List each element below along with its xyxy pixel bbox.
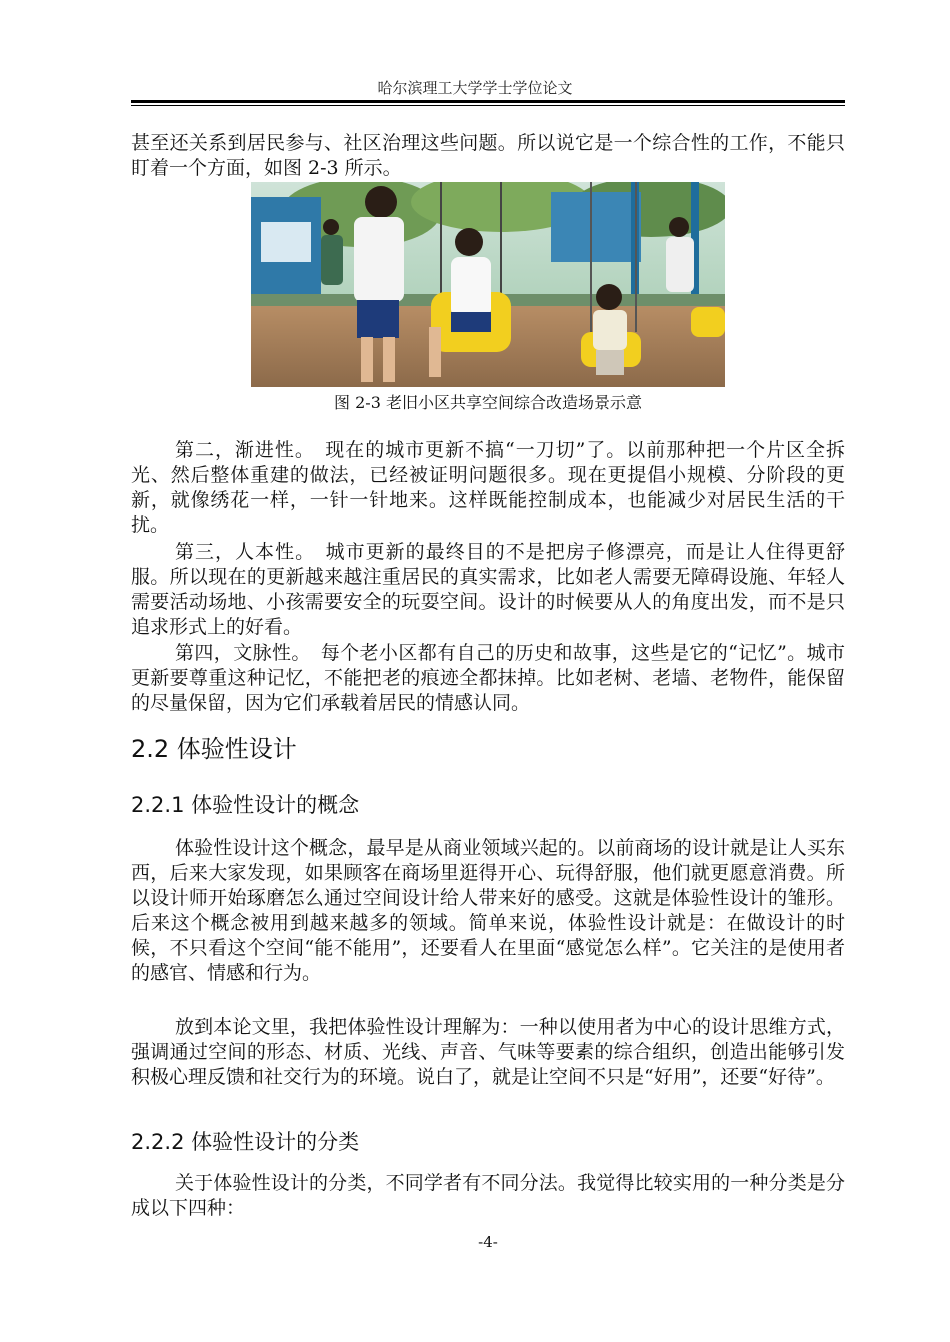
playground-photo-illustration: [251, 182, 725, 387]
section-heading-2-2: 2.2 体验性设计: [131, 735, 297, 763]
paragraph-understanding: 放到本论文里，我把体验性设计理解为：一种以使用者为中心的设计思维方式，强调通过空间的形态、材质、光线、声音、气味等要素的综合组织，创造出能够引发积极心理反馈和社交行为的环境。说白了，就是让空间不只是“好用”，还要“好待”。: [131, 1016, 845, 1088]
paragraph-concept: 体验性设计这个概念，最早是从商业领域兴起的。以前商场的设计就是让人买东西，后来大家发现，如果顾客在商场里逛得开心、玩得舒服，他们就更愿意消费。所以设计师开始琢磨怎么通过空间设计给人带来好的感受。这就是体验性设计的雏形。后来这个概念被用到越来越多的领域。简单来说，体验性设计就是：在做设计的时候，不只看这个空间“能不能用”，还要看人在里面“感觉怎么样”。它关注的是使用者的感官、情感和行为。: [131, 837, 845, 984]
page-number: -4-: [478, 1233, 498, 1251]
figure-caption: 图 2-3 老旧小区共享空间综合改造场景示意: [334, 393, 642, 412]
running-header: 哈尔滨理工大学学士学位论文: [377, 79, 573, 97]
paragraph-human-centered: 第三，人本性。 城市更新的最终目的不是把房子修漂亮，而是让人住得更舒服。所以现在的更新越来越注重居民的真实需求，比如老人需要无障碍设施、年轻人需要活动场地、小孩需要安全的玩耍空间。设计的时候要从人的角度出发，而不是只追求形式上的好看。: [131, 541, 845, 638]
paragraph-classification: 关于体验性设计的分类，不同学者有不同分法。我觉得比较实用的一种分类是分成以下四种：: [131, 1172, 845, 1219]
header-rule-thick: [131, 100, 845, 103]
header-rule-thin: [131, 105, 845, 106]
figure-photo: [251, 182, 725, 387]
paragraph-context: 第四，文脉性。 每个老小区都有自己的历史和故事，这些是它的“记忆”。城市更新要尊重这种记忆，不能把老的痕迹全都抹掉。比如老树、老墙、老物件，能保留的尽量保留，因为它们承载着居民的情感认同。: [131, 642, 845, 714]
section-heading-2-2-1: 2.2.1 体验性设计的概念: [131, 793, 360, 817]
paragraph-intro: 甚至还关系到居民参与、社区治理这些问题。所以说它是一个综合性的工作，不能只盯着一个方面，如图 2-3 所示。: [131, 132, 845, 179]
section-heading-2-2-2: 2.2.2 体验性设计的分类: [131, 1130, 360, 1154]
paragraph-gradualness: 第二，渐进性。 现在的城市更新不搞“一刀切”了。以前那种把一个片区全拆光、然后整体重建的做法，已经被证明问题很多。现在更提倡小规模、分阶段的更新，就像绣花一样，一针一针地来。这样既能控制成本，也能减少对居民生活的干扰。: [131, 439, 845, 536]
